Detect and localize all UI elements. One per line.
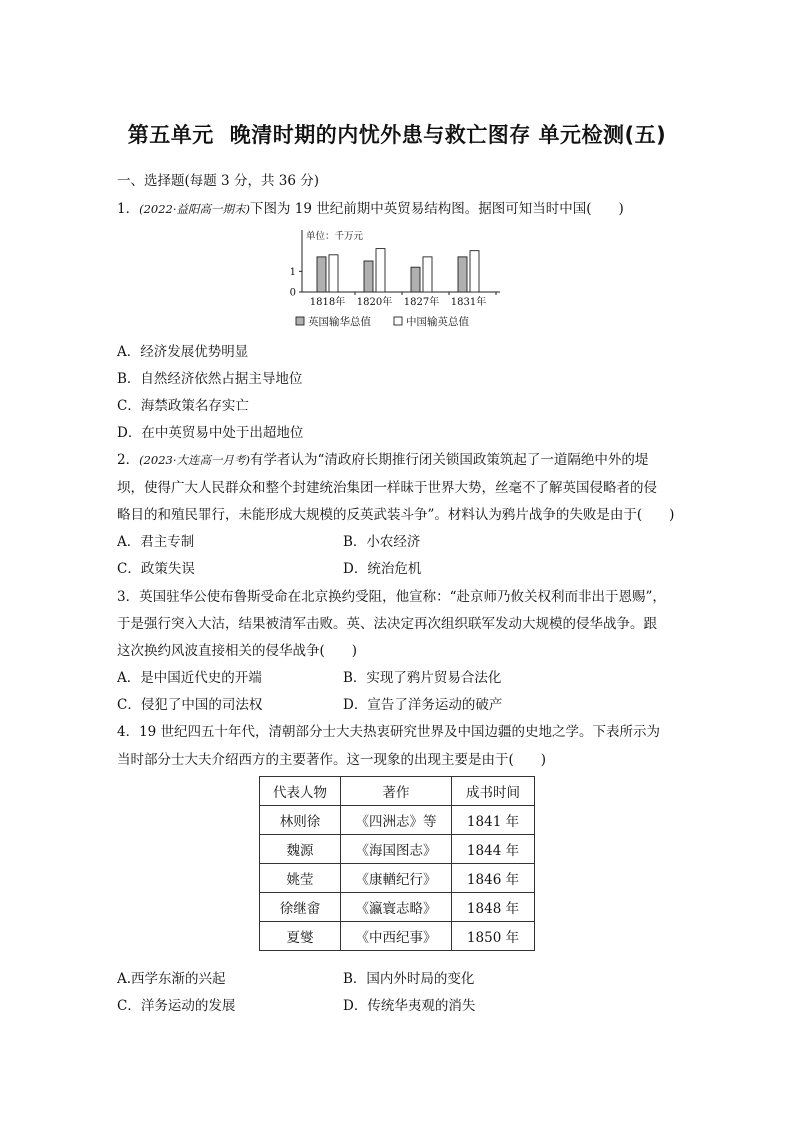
table-cell: 1846 年 — [452, 864, 535, 893]
table-cell: 《海国图志》 — [341, 835, 452, 864]
table-cell: 《瀛寰志略》 — [341, 893, 452, 922]
q3-stem-line-2: 于是强行突入大沽，结果被清军击败。英、法决定再次组织联军发动大规模的侵华战争。跟 — [117, 616, 657, 632]
q1-text: 下图为 19 世纪前期中英贸易结构图。据图可知当时中国( ) — [250, 201, 624, 217]
table-header: 代表人物 — [260, 777, 341, 806]
x-tick-label: 1831年 — [450, 297, 487, 308]
legend-label: 中国输英总值 — [406, 316, 469, 328]
x-tick-label: 1827年 — [403, 297, 440, 308]
table-cell: 姚莹 — [260, 864, 341, 893]
table-header: 著作 — [341, 777, 452, 806]
table-cell: 1844 年 — [452, 835, 535, 864]
q2-source: (2023·大连高一月考) — [139, 453, 250, 467]
bar — [423, 257, 432, 292]
legend-swatch — [296, 317, 304, 325]
bar — [470, 251, 479, 292]
table-cell: 1850 年 — [452, 922, 535, 951]
table-cell: 魏源 — [260, 835, 341, 864]
table-cell: 《四洲志》等 — [341, 806, 452, 835]
table-row — [260, 864, 535, 893]
q4-option-c[interactable]: C．洋务运动的发展 — [117, 998, 236, 1014]
trade-chart — [286, 226, 516, 338]
q3-option-d[interactable]: D．宣告了洋务运动的破产 — [343, 697, 503, 713]
bar — [376, 249, 385, 292]
q2-option-d[interactable]: D．统治危机 — [343, 561, 422, 577]
q3-option-b[interactable]: B．实现了鸦片贸易合法化 — [343, 670, 502, 686]
x-tick-label: 1820年 — [356, 297, 393, 308]
section-heading: 一、选择题(每题 3 分，共 36 分) — [117, 173, 319, 189]
table-row — [260, 806, 535, 835]
y-tick-label: 1 — [289, 266, 296, 278]
table-cell: 1841 年 — [452, 806, 535, 835]
q1-stem: 1．(2022·益阳高一期末)下图为 19 世纪前期中英贸易结构图。据图可知当时中国( ) — [117, 201, 624, 217]
q3-option-c[interactable]: C．侵犯了中国的司法权 — [117, 697, 263, 713]
table-header: 成书时间 — [452, 777, 535, 806]
q2-stem-line-3: 略目的和殖民罪行，未能形成大规模的反英武装斗争”。材料认为鸦片战争的失败是由于( ) — [117, 507, 675, 523]
works-table — [259, 776, 535, 951]
q1-option-c[interactable]: C．海禁政策名存实亡 — [117, 398, 249, 414]
q1-option-b[interactable]: B．自然经济依然占据主导地位 — [117, 371, 303, 387]
x-tick-label: 1818年 — [309, 297, 346, 308]
q1-source: (2022·益阳高一期末) — [139, 202, 250, 216]
bar — [411, 267, 420, 292]
y-tick-label: 0 — [289, 287, 296, 299]
legend-label: 英国输华总值 — [308, 316, 371, 328]
legend-swatch — [394, 317, 402, 325]
bar — [364, 261, 373, 292]
table-cell: 《康輶纪行》 — [341, 864, 452, 893]
q3-option-a[interactable]: A．是中国近代史的开端 — [117, 670, 262, 686]
q2-stem-line-2: 坝，使得广大人民群众和整个封建统治集团一样昧于世界大势，丝毫不了解英国侵略者的侵 — [117, 480, 657, 496]
q4-option-b[interactable]: B．国内外时局的变化 — [343, 971, 475, 987]
q1-option-a[interactable]: A．经济发展优势明显 — [117, 344, 249, 360]
table-cell: 夏燮 — [260, 922, 341, 951]
q2-option-c[interactable]: C．政策失误 — [117, 561, 195, 577]
unit-label: 第五单元 — [127, 123, 214, 147]
q2-stem-line-1: 2．(2023·大连高一月考)有学者认为“清政府长期推行闭关锁国政策筑起了一道隔绝中外的堤 — [117, 452, 649, 468]
table-cell: 林则徐 — [260, 806, 341, 835]
bar — [329, 255, 338, 292]
q2-option-a[interactable]: A．君主专制 — [117, 534, 195, 550]
q3-stem-line-1: 3．英国驻华公使布鲁斯受命在北京换约受阻，他宣称：“赴京师乃攸关权利而非出于恩赐”， — [117, 589, 666, 605]
table-header-row — [260, 777, 535, 806]
table-row — [260, 922, 535, 951]
table-cell: 徐继畲 — [260, 893, 341, 922]
q4-option-d[interactable]: D．传统华夷观的消失 — [343, 998, 476, 1014]
q3-stem-line-3: 这次换约风波直接相关的侵华战争( ) — [117, 643, 358, 659]
page-title — [0, 119, 794, 149]
table-cell: 《中西纪事》 — [341, 922, 452, 951]
table-cell: 1848 年 — [452, 893, 535, 922]
q4-option-a[interactable]: A.西学东渐的兴起 — [117, 971, 226, 987]
q4-stem-line-2: 当时部分士大夫介绍西方的主要著作。这一现象的出现主要是由于( ) — [117, 752, 547, 768]
q2-option-b[interactable]: B．小农经济 — [343, 534, 421, 550]
bar — [458, 257, 467, 292]
bar — [317, 257, 326, 292]
q1-option-d[interactable]: D．在中英贸易中处于出超地位 — [117, 425, 304, 441]
chart-unit-label: 单位：千万元 — [306, 231, 364, 242]
q4-stem-line-1: 4．19 世纪四五十年代，清朝部分士大夫热衷研究世界及中国边疆的史地之学。下表所示为 — [117, 724, 661, 740]
table-row — [260, 893, 535, 922]
unit-subtitle: 晚清时期的内忧外患与救亡图存 单元检测(五) — [229, 123, 667, 147]
table-row — [260, 835, 535, 864]
